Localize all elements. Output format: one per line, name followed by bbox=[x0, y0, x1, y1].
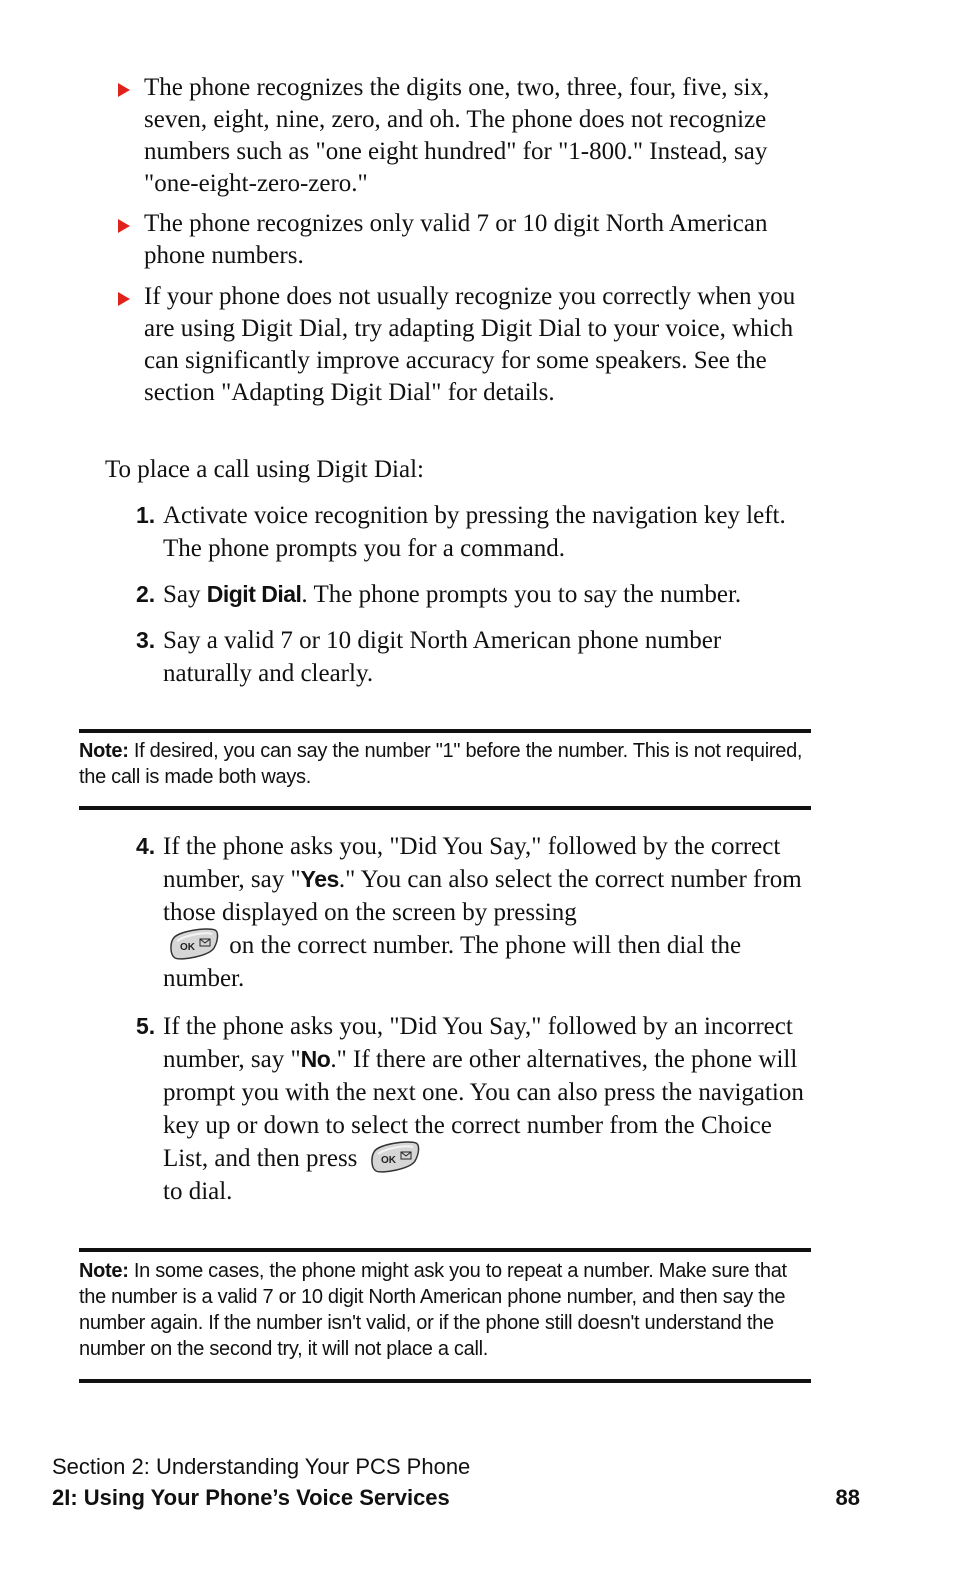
step-4: 4. If the phone asks you, "Did You Say," followed by the correct number, say "Yes." You can also select the correct number from those displayed on the screen by pressing OK on the correct number. The phone will then dial the number. bbox=[136, 833, 802, 992]
note-bottom-rule bbox=[79, 1379, 811, 1383]
ok-key-icon bbox=[368, 1140, 420, 1174]
bullet-item: If your phone does not usually recognize you correctly when you are using Digit Dial, try adapting Digit Dial to your voice, which can significantly improve accuracy for some speakers. See the section "Adapting Digit Dial" for details. bbox=[118, 281, 798, 409]
note-1: Note: If desired, you can say the number "1" before the number. This is not required, the call is made both ways. bbox=[79, 740, 803, 788]
triangle-bullet-icon bbox=[118, 219, 130, 233]
step-3: 3. Say a valid 7 or 10 digit North American phone number naturally and clearly. bbox=[136, 627, 722, 687]
note-2: Note: In some cases, the phone might ask you to repeat a number. Make sure that the number is a valid 7 or 10 digit North American phone number, and then say the number again. If the number isn't valid, or if the phone still doesn't understand the number on the second try, it will not place a call. bbox=[79, 1260, 787, 1360]
step-2: 2. Say Digit Dial. The phone prompts you to say the number. bbox=[136, 581, 742, 608]
keyword-digit-dial: Digit Dial bbox=[206, 581, 302, 607]
note-label: Note: bbox=[79, 1260, 129, 1282]
bullet-item: The phone recognizes only valid 7 or 10 digit North American phone numbers. bbox=[118, 208, 798, 272]
ok-key-label: OK bbox=[180, 942, 195, 954]
note-bottom-rule bbox=[79, 806, 811, 810]
intro-text: To place a call using Digit Dial: bbox=[105, 456, 424, 483]
step-1: 1. Activate voice recognition by pressing the navigation key left. The phone prompts you for a command. bbox=[136, 502, 786, 562]
ok-key-icon bbox=[167, 927, 219, 961]
ok-key-label: OK bbox=[380, 1155, 396, 1167]
triangle-bullet-icon bbox=[118, 292, 130, 306]
triangle-bullet-icon bbox=[118, 83, 130, 97]
step-5: 5. If the phone asks you, "Did You Say," followed by an incorrect number, say "No." If there are other alternatives, the phone will prompt you with the next one. You can also press the navigation key up or down to select the correct number from the Choice List, and then press OK to dial. bbox=[136, 1013, 804, 1205]
note-top-rule bbox=[79, 1248, 811, 1252]
bullet-item: The phone recognizes the digits one, two, three, four, five, six, seven, eight, nine, zero, and oh. The phone does not recognize numbers such as "one eight hundred" for "1-800." Instead, say "one-eight-zero-zero." bbox=[118, 72, 798, 200]
note-top-rule bbox=[79, 729, 811, 733]
keyword-yes: Yes bbox=[300, 866, 339, 892]
page-number: 88 bbox=[835, 1485, 860, 1510]
keyword-no: No bbox=[300, 1046, 331, 1072]
note-label: Note: bbox=[79, 740, 129, 762]
footer-section-title: Section 2: Understanding Your PCS Phone bbox=[52, 1454, 471, 1479]
footer-chapter-title: 2I: Using Your Phone’s Voice Services bbox=[52, 1485, 450, 1510]
